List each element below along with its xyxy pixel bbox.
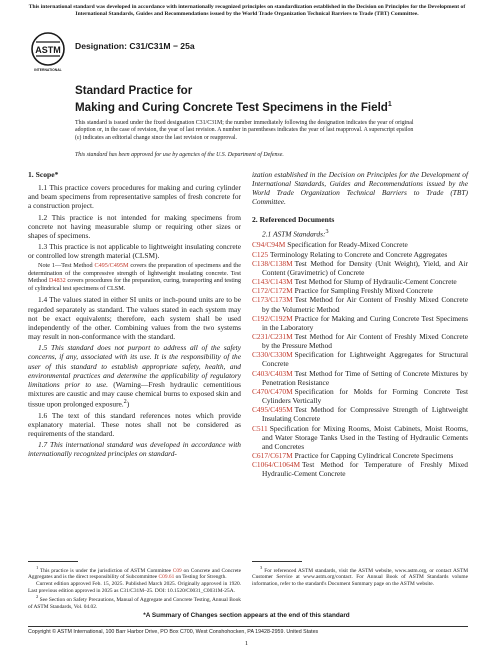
designation: Designation: C31/C31M − 25a	[75, 41, 195, 51]
reference-code-link[interactable]: C1064/C1064M	[252, 460, 301, 470]
reference-title: Test Method for Compressive Strength of Lightweight Insulating Concrete	[262, 405, 468, 424]
reference-title: Test Method for Time of Setting of Concrete Mixtures by Penetration Resistance	[262, 368, 468, 387]
footnote-rule-right	[252, 561, 302, 562]
reference-list	[252, 240, 468, 478]
reference-item	[252, 451, 468, 460]
reference-item	[252, 350, 468, 368]
footnote-1: $^1$ This practice is under the jurisdiction of ASTM Committee C09 on Concrete and Concrete Aggregates and is the direct responsibility of Subcommittee C09.61 on Testing for Strength. Current edition approved Feb. 15, 2025. Published March 2025. Originally approved in 1920. Last previous edition approved in 2025 as C31/C31M–25. DOI: 10.1520/C0031_C0031M-25A. $^2$ See Section on Safety Precautions, Manual of Aggregate and Concrete Testing, Annual Book of ASTM Standards, Vol. 04.02.	[28, 565, 241, 610]
right-column	[252, 170, 468, 478]
reference-item	[252, 387, 468, 405]
reference-code-link[interactable]: C617/C617M	[252, 451, 293, 460]
astm-logo	[30, 32, 66, 74]
title-line-1: Standard Practice for	[75, 84, 193, 97]
reference-item	[252, 405, 468, 423]
astm-standards-subheading: 2.1 ASTM Standards:$^3$	[262, 228, 329, 239]
summary-of-changes-note: *A Summary of Changes section appears at the end of this standard	[143, 612, 350, 619]
scope-1-3: 1.3 This practice is not applicable to lightweight insulating concrete or controlled low strength material (CLSM).	[28, 242, 241, 261]
note-1: Note 1—Test Method C495/C495M covers the preparation of specimens and the determination of the compressive strength of lightweight insulating concrete. Test Method D4832 covers procedures for the preparation, curing, transporting and testing of cylindrical test specimens of CLSM.	[28, 262, 241, 292]
reference-code-link[interactable]: C511	[252, 423, 268, 433]
logo-caption: INTERNATIONAL	[34, 68, 62, 72]
references-heading: 2. Referenced Documents	[252, 214, 335, 224]
reference-title: Specification for Mixing Rooms, Moist Cabinets, Moist Rooms, and Water Storage Tanks Used in the Testing of Hydraulic Cements and Concretes	[262, 423, 468, 451]
reference-item	[252, 240, 468, 249]
scope-heading: 1. Scope*	[28, 170, 59, 179]
reference-item	[252, 369, 468, 387]
scope-1-1: 1.1 This practice covers procedures for making and curing cylinder and beam specimens from representative samples of fresh concrete for a construction project.	[28, 183, 241, 211]
reference-title: Test Method for Air Content of Freshly Mixed Concrete by the Pressure Method	[262, 331, 468, 351]
link-c09-61[interactable]: C09.61	[158, 574, 175, 581]
reference-title: Test Method for Slump of Hydraulic-Cement Concrete	[294, 277, 457, 287]
reference-code-link[interactable]: C470/C470M	[252, 386, 293, 396]
reference-title: Practice for Capping Cylindrical Concrete Specimens	[294, 451, 454, 460]
approval-note: This standard has been approved for use by agencies of the U.S. Department of Defense.	[75, 152, 284, 158]
reference-title: Specification for Lightweight Aggregates for Structural Concrete	[262, 350, 468, 369]
reference-item	[252, 295, 468, 313]
wto-notice: This international standard was developed in accordance with internationally recognized principles on standardization established in the Decision on Principles for the Development of International Standards, Guides and Recommendations issued by the World Trade Organization Technical Barriers to Trade (TBT) Committee.	[28, 4, 466, 17]
reference-item	[252, 259, 468, 277]
page-number: 1	[244, 640, 249, 647]
reference-code-link[interactable]: C330/C330M	[252, 350, 293, 360]
scope-1-7-continued: ization established in the Decision on Principles for the Development of International Standards, Guides and Recommendations issued by the World Trade Organization Technical Barriers to Trade (TBT) Committee.	[252, 170, 468, 207]
reference-code-link[interactable]: C172/C172M	[252, 286, 293, 296]
reference-title: Practice for Sampling Freshly Mixed Concrete	[294, 286, 433, 296]
scope-1-7: 1.7 This international standard was developed in accordance with internationally recognized principles on standard-	[28, 440, 241, 459]
reference-title: Terminology Relating to Concrete and Concrete Aggregates	[270, 249, 448, 259]
scope-1-4: 1.4 The values stated in either SI units or inch-pound units are to be regarded separately as standard. The values stated in each system may not be exact equivalents; therefore, each system shall be used independently of the other. Combining values from the two systems may result in non-conformance with the standard.	[28, 295, 241, 342]
reference-item	[252, 250, 468, 259]
reference-code-link[interactable]: C231/C231M	[252, 331, 293, 341]
reference-code-link[interactable]: C192/C192M	[252, 313, 293, 323]
reference-title: Specification for Ready-Mixed Concrete	[287, 240, 408, 250]
reference-item	[252, 424, 468, 451]
logo-wordmark: ASTM	[35, 45, 61, 55]
scope-1-6: 1.6 The text of this standard references notes which provide explanatory material. These notes shall not be considered as requirements of the standard.	[28, 410, 241, 439]
reference-title: Test Method for Air Content of Freshly Mixed Concrete by the Volumetric Method	[262, 295, 468, 314]
reference-title: Test Method for Density (Unit Weight), Yield, and Air Content (Gravimetric) of Concrete	[262, 258, 468, 277]
reference-code-link[interactable]: C143/C143M	[252, 277, 293, 287]
scope-1-2: 1.2 This practice is not intended for making specimens from concrete not having measurable slump or requiring other sizes or shapes of specimens.	[28, 212, 241, 240]
reference-item	[252, 460, 468, 478]
link-d4832[interactable]: D4832	[48, 277, 66, 285]
standard-intro: This standard is issued under the fixed designation C31/C31M; the number immediately following the designation indicates the year of original adoption or, in the case of revision, the year of last revision. A number in parentheses indicates the year of last reapproval. A superscript epsilon (ε) indicates an editorial change since the last revision or reapproval.	[75, 120, 414, 141]
page-title	[75, 84, 392, 115]
reference-item	[252, 314, 468, 332]
scope-1-5: 1.5 This standard does not purport to address all of the safety concerns, if any, associated with its use. It is the responsibility of the user of this standard to establish appropriate safety, health, and environmental practices and determine the applicability of regulatory limitations prior to use. (Warning—Fresh hydraulic cementitious mixtures are caustic and may cause chemical burns to exposed skin and tissue upon prolonged exposure.$^2$)	[28, 343, 241, 409]
reference-code-link[interactable]: C138/C138M	[252, 258, 293, 268]
link-c09[interactable]: C09	[172, 567, 182, 574]
left-column	[28, 170, 241, 461]
reference-title: Test Method for Temperature of Freshly Mixed Hydraulic-Cement Concrete	[262, 460, 468, 479]
link-c495[interactable]: C495/C495M	[94, 262, 129, 270]
reference-code-link[interactable]: C94/C94M	[252, 240, 286, 250]
reference-code-link[interactable]: C125	[252, 249, 269, 259]
reference-code-link[interactable]: C403/C403M	[252, 368, 293, 378]
title-line-2: Making and Curing Concrete Test Specimens in the Field$^1$	[75, 100, 392, 114]
copyright-line: Copyright © ASTM International, 100 Barr Harbor Drive, PO Box C700, West Conshohocken, PA 19428-2959. United States	[28, 626, 468, 635]
reference-title: Practice for Making and Curing Concrete Test Specimens in the Laboratory	[262, 313, 468, 332]
reference-code-link[interactable]: C173/C173M	[252, 295, 293, 305]
footnote-rule-left	[28, 561, 78, 562]
reference-title: Specification for Molds for Forming Concrete Test Cylinders Vertically	[262, 386, 468, 406]
reference-item	[252, 286, 468, 295]
footnote-3: $^3$ For referenced ASTM standards, visit the ASTM website, www.astm.org, or contact ASTM Customer Service at www.astm.org/contact. For Annual Book of ASTM Standards volume information, refer to the standard's Document Summary page on the ASTM website.	[252, 565, 468, 587]
reference-item	[252, 277, 468, 286]
reference-code-link[interactable]: C495/C495M	[252, 405, 293, 415]
reference-item	[252, 332, 468, 350]
